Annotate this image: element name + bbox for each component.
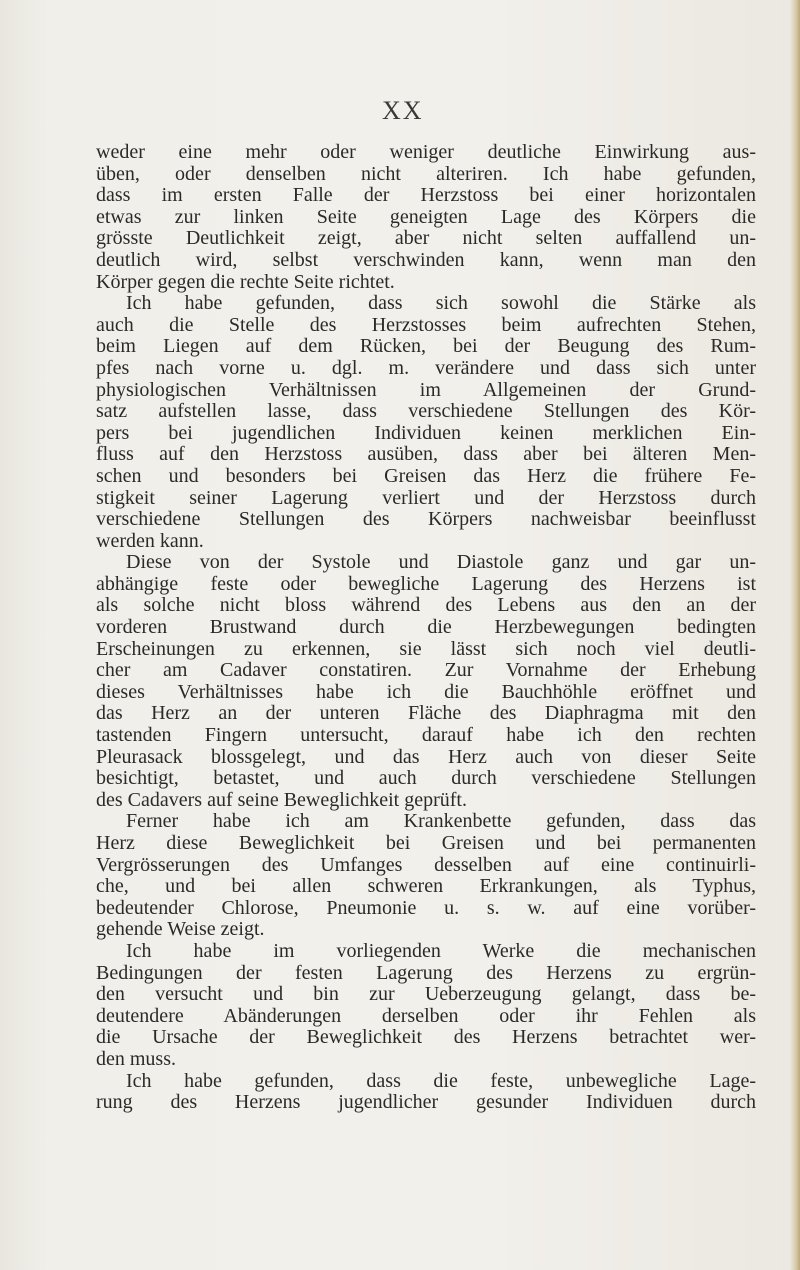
text-line: tastenden Fingern untersucht, darauf habe ich den rechten: [96, 724, 756, 747]
text-line: verschiedene Stellungen des Körpers nachweisbar beeinflusst: [96, 508, 756, 531]
text-line: deutlich wird, selbst verschwinden kann, wenn man den: [96, 248, 756, 271]
text-line: physiologischen Verhältnissen im Allgemeinen der Grund-: [96, 378, 756, 401]
text-line: Körper gegen die rechte Seite richtet.: [96, 270, 395, 293]
text-line: schen und besonders bei Greisen das Herz die frühere Fe-: [96, 464, 756, 487]
text-line: das Herz an der unteren Fläche des Diaphragma mit den: [96, 702, 756, 725]
text-line: Ich habe im vorliegenden Werke die mechanischen: [126, 939, 756, 962]
text-line: stigkeit seiner Lagerung verliert und der Herzstoss durch: [96, 486, 756, 509]
text-line: Ferner habe ich am Krankenbette gefunden, dass das: [126, 810, 756, 833]
text-line: vorderen Brustwand durch die Herzbewegungen bedingten: [96, 616, 756, 639]
text-line: Bedingungen der festen Lagerung des Herzens zu ergrün-: [96, 961, 756, 984]
text-line: bedeutender Chlorose, Pneumonie u. s. w. auf eine vorüber-: [96, 896, 756, 919]
text-line: satz aufstellen lasse, dass verschiedene Stellungen des Kör-: [96, 400, 756, 423]
text-line: pfes nach vorne u. dgl. m. verändere und dass sich unter: [96, 356, 756, 379]
body-text: [96, 142, 756, 1114]
text-line: Pleurasack blossgelegt, und das Herz auch von dieser Seite: [96, 745, 756, 768]
text-line: Erscheinungen zu erkennen, sie lässt sich noch viel deutli-: [96, 637, 756, 660]
text-line: Herz diese Beweglichkeit bei Greisen und bei permanenten: [96, 832, 756, 854]
text-line: pers bei jugendlichen Individuen keinen merklichen Ein-: [96, 421, 756, 444]
text-line: den muss.: [96, 1047, 176, 1070]
text-line: besichtigt, betastet, und auch durch verschiedene Stellungen: [96, 767, 756, 790]
text-line: gehende Weise zeigt.: [96, 918, 265, 941]
text-line: den versucht und bin zur Ueberzeugung gelangt, dass be-: [96, 983, 756, 1006]
text-line: fluss auf den Herzstoss ausüben, dass aber bei älteren Men-: [96, 443, 756, 466]
text-line: che, und bei allen schweren Erkrankungen, als Typhus,: [96, 875, 756, 898]
text-line: die Ursache der Beweglichkeit des Herzens betrachtet wer-: [96, 1026, 756, 1049]
text-line: werden kann.: [96, 529, 204, 552]
text-line: beim Liegen auf dem Rücken, bei der Beugung des Rum-: [96, 335, 756, 358]
text-line: auch die Stelle des Herzstosses beim aufrechten Stehen,: [96, 313, 756, 336]
text-line: abhängige feste oder bewegliche Lagerung des Herzens ist: [96, 572, 756, 595]
text-line: weder eine mehr oder weniger deutliche Einwirkung aus-: [96, 141, 756, 163]
text-line: grösste Deutlichkeit zeigt, aber nicht selten auffallend un-: [96, 227, 756, 250]
text-line: etwas zur linken Seite geneigten Lage des Körpers die: [96, 205, 756, 228]
text-line: üben, oder denselben nicht alteriren. Ich habe gefunden,: [96, 162, 756, 185]
page-edge: [790, 0, 800, 1270]
text-line: Ich habe gefunden, dass die feste, unbewegliche Lage-: [126, 1069, 756, 1092]
text-line: rung des Herzens jugendlicher gesunder Individuen durch: [96, 1091, 756, 1114]
text-line: dass im ersten Falle der Herzstoss bei einer horizontalen: [96, 184, 756, 207]
text-line: Vergrösserungen des Umfanges desselben auf eine continuirli-: [96, 853, 756, 876]
text-line: deutendere Abänderungen derselben oder ihr Fehlen als: [96, 1004, 756, 1027]
page-number-header: XX: [382, 96, 424, 125]
text-line: Diese von der Systole und Diastole ganz und gar un-: [126, 551, 756, 574]
text-line: cher am Cadaver constatiren. Zur Vornahme der Erhebung: [96, 659, 756, 682]
text-line: dieses Verhältnisses habe ich die Bauchhöhle eröffnet und: [96, 680, 756, 703]
text-line: als solche nicht bloss während des Lebens aus den an der: [96, 594, 756, 617]
text-line: des Cadavers auf seine Beweglichkeit geprüft.: [96, 788, 467, 811]
text-line: Ich habe gefunden, dass sich sowohl die Stärke als: [126, 292, 756, 315]
